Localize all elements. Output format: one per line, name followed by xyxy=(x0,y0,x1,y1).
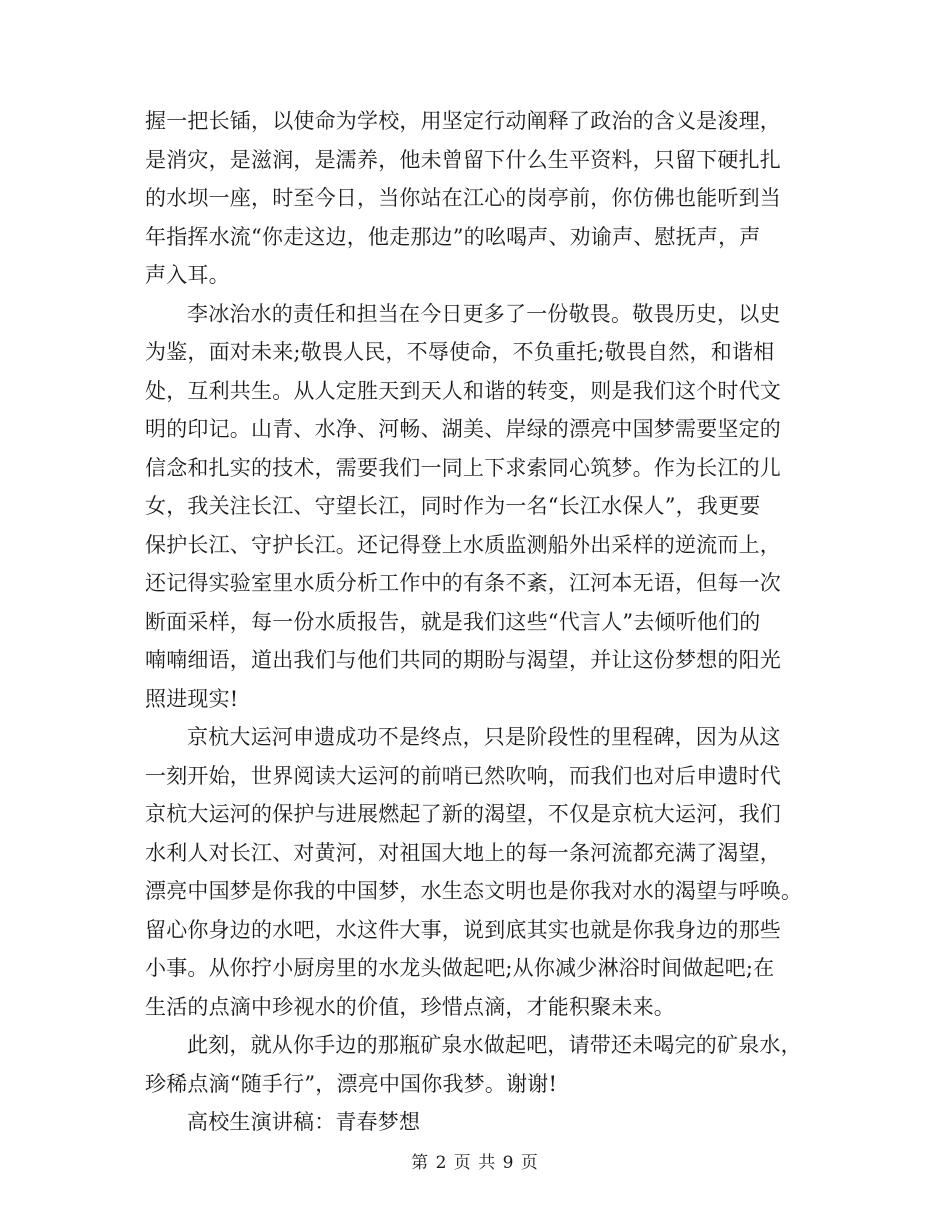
text-line: 女，我关注长江、守望长江，同时作为一名“长江水保人”，我更要 xyxy=(145,494,761,518)
text-line: 生活的点滴中珍视水的价值，珍惜点滴，才能积聚未来。 xyxy=(145,994,675,1019)
text-line: 小事。从你拧小厨房里的水龙头做起吧;从你减少淋浴时间做起吧;在 xyxy=(145,956,775,980)
text-line: 还记得实验室里水质分析工作中的有条不紊，江河本无语，但每一次 xyxy=(145,571,781,595)
document-body xyxy=(145,102,810,1142)
page-footer: 第 2 页 共 9 页 xyxy=(411,1153,539,1173)
paragraph xyxy=(145,1026,810,1103)
text-line: 珍稀点滴“随手行”，漂亮中国你我梦。谢谢! xyxy=(145,1071,558,1096)
text-line: 断面采样，每一份水质报告，就是我们这些“代言人”去倾听他们的 xyxy=(145,609,761,634)
paragraph xyxy=(145,102,810,295)
text-line: 漂亮中国梦是你我的中国梦，水生态文明也是你我对水的渴望与呼唤。 xyxy=(145,879,803,903)
text-line: 的水坝一座，时至今日，当你站在江心的岗亭前，你仿佛也能听到当 xyxy=(145,186,781,210)
text-line: 一刻开始，世界阅读大运河的前哨已然吹响，而我们也对后申遗时代 xyxy=(145,763,781,788)
paragraph xyxy=(145,295,810,719)
text-line: 此刻，就从你手边的那瓶矿泉水做起吧，请带还未喝完的矿泉水， xyxy=(187,1033,802,1057)
text-line: 握一把长锸，以使命为学校，用坚定行动阐释了政治的含义是浚理， xyxy=(145,109,781,133)
text-line: 明的印记。山青、水净、河畅、湖美、岸绿的漂亮中国梦需要坚定的 xyxy=(145,417,781,441)
text-line: 京杭大运河申遗成功不是终点，只是阶段性的里程碑，因为从这 xyxy=(187,725,781,749)
text-line: 京杭大运河的保护与进展燃起了新的渴望，不仅是京杭大运河，我们 xyxy=(145,802,781,826)
text-line: 保护长江、守护长江。还记得登上水质监测船外出采样的逆流而上， xyxy=(145,532,781,557)
text-line: 高校生演讲稿：青春梦想 xyxy=(187,1110,421,1134)
text-line: 声入耳。 xyxy=(145,263,230,287)
text-line: 水利人对长江、对黄河，对祖国大地上的每一条河流都充满了渴望， xyxy=(145,840,781,865)
text-line: 是消灾，是滋润，是濡养，他未曾留下什么生平资料，只留下硬扎扎 xyxy=(145,147,781,172)
text-line: 信念和扎实的技术，需要我们一同上下求索同心筑梦。作为长江的儿 xyxy=(145,455,781,480)
paragraph xyxy=(145,718,810,1026)
text-line: 为鉴，面对未来;敬畏人民，不辱使命，不负重托;敬畏自然，和谐相 xyxy=(145,340,775,364)
text-line: 年指挥水流“你走这边，他走那边”的吆喝声、劝谕声、慰抚声，声 xyxy=(145,224,761,249)
text-line: 李冰治水的责任和担当在今日更多了一份敬畏。敬畏历史，以史 xyxy=(187,301,781,326)
text-line: 留心你身边的水吧，水这件大事，说到底其实也就是你我身边的那些 xyxy=(145,917,781,942)
text-line: 处，互利共生。从人定胜天到天人和谐的转变，则是我们这个时代文 xyxy=(145,378,781,403)
text-line: 照进现实! xyxy=(145,686,239,711)
paragraph xyxy=(145,1103,810,1142)
text-line: 喃喃细语，道出我们与他们共同的期盼与渴望，并让这份梦想的阳光 xyxy=(145,648,781,672)
